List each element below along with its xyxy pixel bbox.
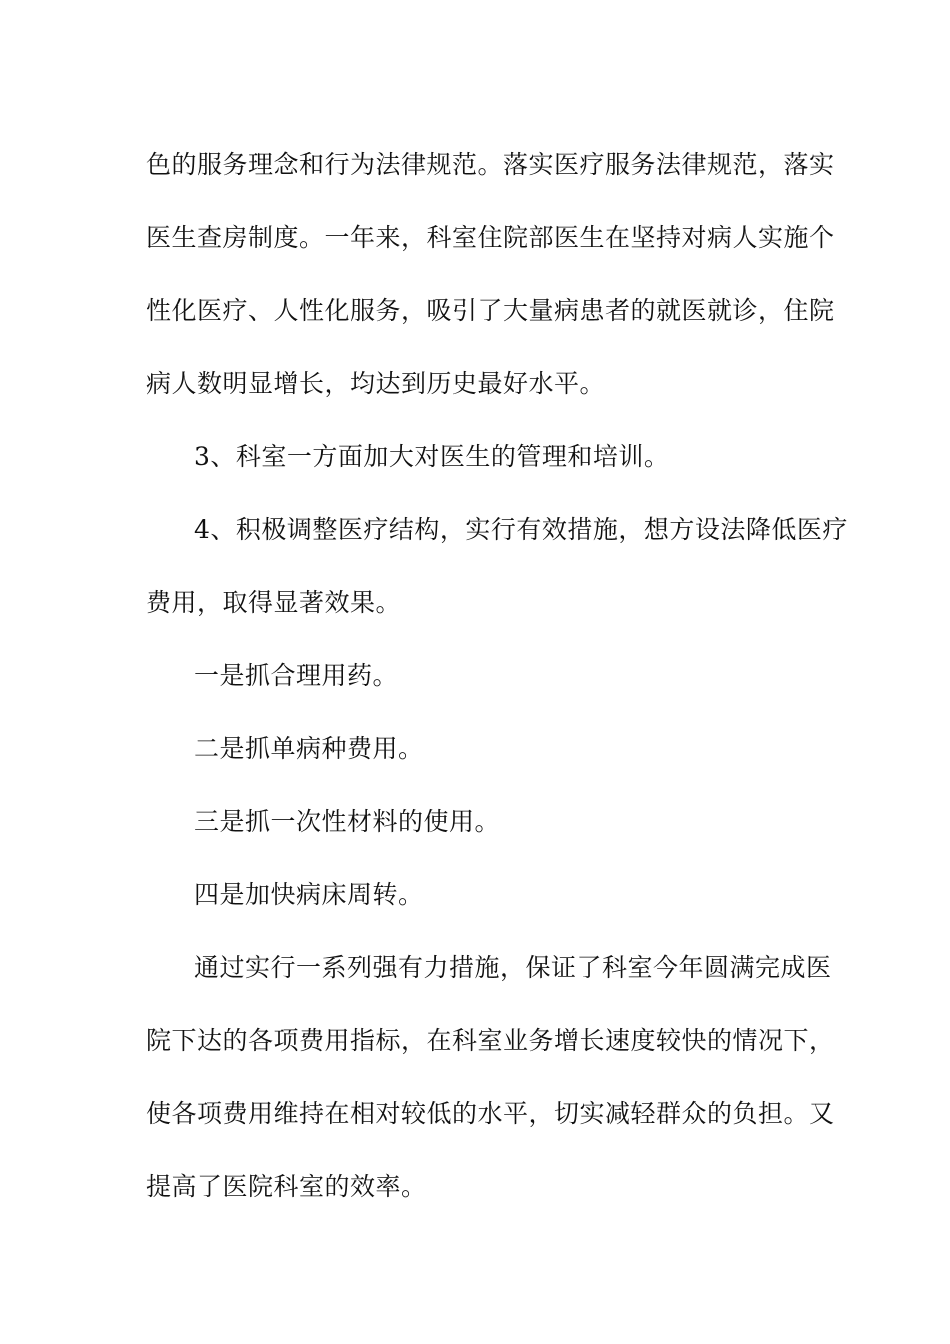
text-line: 病人数明显增长，均达到历史最好水平。	[146, 369, 606, 398]
text-line: 费用，取得显著效果。	[146, 588, 402, 617]
text-line: 3、科室一方面加大对医生的管理和培训。	[194, 442, 670, 471]
text-line: 4、积极调整医疗结构，实行有效措施，想方设法降低医疗	[194, 515, 848, 544]
text-line: 通过实行一系列强有力措施，保证了科室今年圆满完成医	[194, 953, 832, 982]
text-line: 院下达的各项费用指标，在科室业务增长速度较快的情况下，	[146, 1026, 835, 1055]
text-line: 一是抓合理用药。	[194, 661, 399, 690]
text-line: 医生查房制度。一年来，科室住院部医生在坚持对病人实施个	[146, 223, 835, 252]
text-line: 性化医疗、人性化服务，吸引了大量病患者的就医就诊，住院	[146, 296, 835, 325]
text-line: 使各项费用维持在相对较低的水平，切实减轻群众的负担。又	[146, 1099, 835, 1128]
text-line: 二是抓单病种费用。	[194, 734, 424, 763]
text-line: 四是加快病床周转。	[194, 880, 424, 909]
text-line: 色的服务理念和行为法律规范。落实医疗服务法律规范，落实	[146, 150, 835, 179]
text-line: 三是抓一次性材料的使用。	[194, 807, 501, 836]
document-page	[146, 128, 848, 1223]
text-line: 提高了医院科室的效率。	[146, 1172, 427, 1201]
